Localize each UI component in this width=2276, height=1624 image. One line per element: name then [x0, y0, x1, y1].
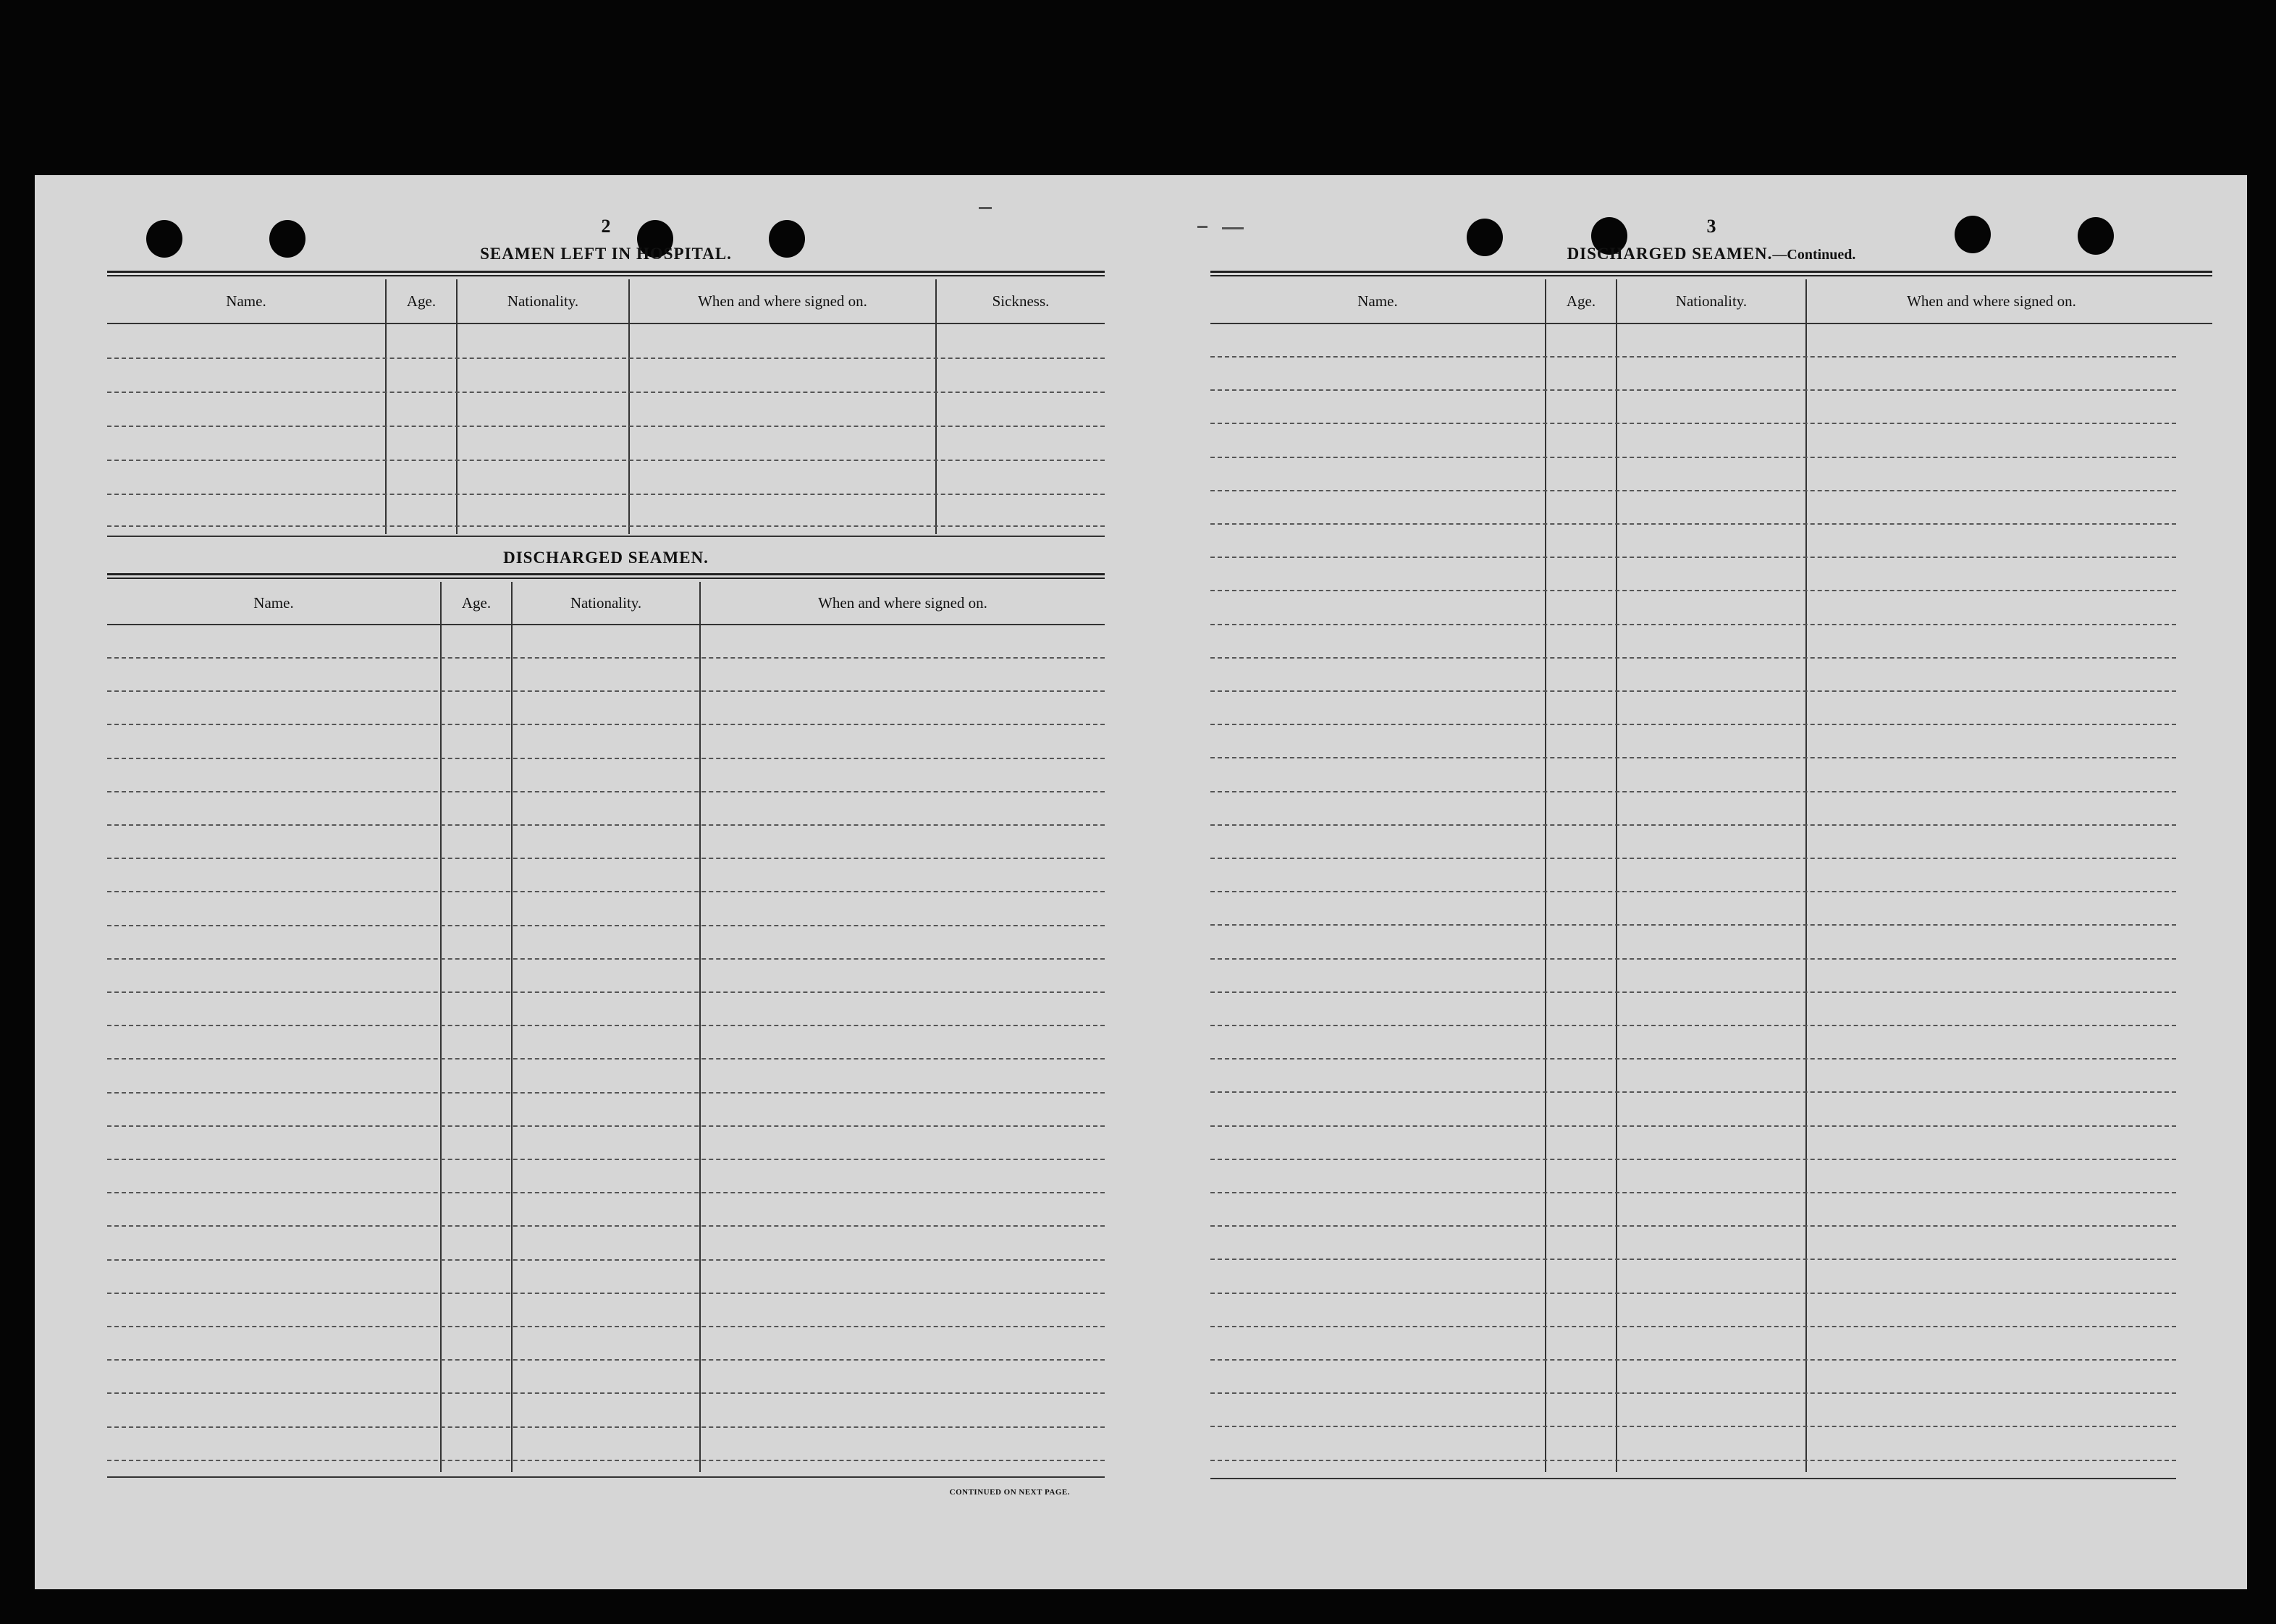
- stray-mark: [979, 207, 992, 209]
- column-header-sickness: Sickness.: [992, 292, 1050, 310]
- entry-line: [1210, 1259, 2176, 1260]
- table-header: [107, 279, 1105, 324]
- hospital-table: [107, 279, 1105, 496]
- column-header-signed-on: When and where signed on.: [818, 593, 987, 612]
- entry-line: [1210, 1225, 2176, 1227]
- double-rule: [1210, 271, 2212, 276]
- entry-line: [107, 925, 1105, 926]
- column-header-nationality: Nationality.: [570, 593, 642, 612]
- entry-line: [1210, 1125, 2176, 1127]
- entry-line: [107, 1192, 1105, 1193]
- column-header-name: Name.: [253, 593, 294, 612]
- entry-line: [1210, 356, 2176, 358]
- entry-line: [1210, 1359, 2176, 1361]
- discharged-section-title: DISCHARGED SEAMEN.: [503, 549, 709, 567]
- entry-line: [107, 824, 1105, 826]
- entry-line: [1210, 490, 2176, 491]
- entry-line: [107, 460, 1105, 461]
- entry-line: [1210, 590, 2176, 591]
- entry-line: [1210, 690, 2176, 692]
- entry-line: [107, 494, 1105, 495]
- entry-line: [1210, 423, 2176, 424]
- double-rule: [107, 573, 1105, 579]
- entry-line: [107, 991, 1105, 993]
- entry-line: [1210, 1192, 2176, 1193]
- table-header: [1210, 279, 2212, 324]
- entry-line: [1210, 557, 2176, 558]
- column-divider: [385, 279, 387, 534]
- entry-line: [1210, 1025, 2176, 1026]
- entry-line: [1210, 757, 2176, 758]
- entry-line: [107, 1225, 1105, 1227]
- section-title: DISCHARGED SEAMEN.: [1567, 245, 1773, 263]
- entry-line: [1210, 1460, 2176, 1461]
- entry-line: [107, 858, 1105, 859]
- table-bottom-rule: [107, 536, 1105, 537]
- entry-line: [107, 958, 1105, 960]
- entry-line: [107, 525, 1105, 527]
- entry-line: [107, 657, 1105, 659]
- column-divider: [628, 279, 630, 534]
- continued-note: CONTINUED ON NEXT PAGE.: [949, 1488, 1070, 1497]
- ledger-sheet: [35, 175, 2247, 1589]
- double-rule: [107, 271, 1105, 276]
- page-number: 3: [1706, 216, 1716, 237]
- entry-line: [1210, 1159, 2176, 1160]
- entry-line: [1210, 1091, 2176, 1093]
- table-bottom-rule: [1210, 1478, 2176, 1479]
- column-divider: [456, 279, 458, 534]
- entry-line: [1210, 1326, 2176, 1327]
- column-header-signed-on: When and where signed on.: [1907, 292, 2076, 310]
- entry-line: [1210, 657, 2176, 659]
- entry-line: [1210, 891, 2176, 892]
- entry-line: [107, 426, 1105, 427]
- discharged-table: [107, 582, 1105, 1479]
- entry-line: [107, 791, 1105, 792]
- entry-line: [107, 1058, 1105, 1060]
- left-page: [107, 211, 1105, 1550]
- column-header-age: Age.: [461, 593, 492, 612]
- table-bottom-rule: [107, 1476, 1105, 1478]
- entry-line: [107, 1392, 1105, 1394]
- column-divider: [699, 582, 701, 1472]
- entry-line: [107, 1159, 1105, 1160]
- column-header-age: Age.: [406, 292, 437, 310]
- page-number: 2: [601, 216, 611, 237]
- right-page: [1210, 211, 2212, 1550]
- column-header-signed-on: When and where signed on.: [698, 292, 867, 310]
- discharged-continued-title: [1210, 245, 2212, 263]
- column-divider: [511, 582, 513, 1472]
- column-divider: [935, 279, 937, 534]
- continued-suffix: —Continued.: [1772, 247, 1856, 263]
- column-divider: [440, 582, 442, 1472]
- entry-line: [107, 1259, 1105, 1261]
- column-header-nationality: Nationality.: [507, 292, 579, 310]
- entry-line: [1210, 1293, 2176, 1294]
- column-header-name: Name.: [1357, 292, 1398, 310]
- entry-line: [1210, 389, 2176, 391]
- entry-line: [107, 690, 1105, 692]
- entry-line: [1210, 924, 2176, 926]
- entry-line: [107, 358, 1105, 359]
- entry-line: [1210, 958, 2176, 960]
- column-header-name: Name.: [226, 292, 266, 310]
- entry-line: [1210, 791, 2176, 792]
- stray-mark: [1197, 226, 1207, 228]
- entry-line: [107, 1326, 1105, 1327]
- entry-line: [1210, 991, 2176, 993]
- entry-line: [107, 724, 1105, 725]
- hospital-section-title: SEAMEN LEFT IN HOSPITAL.: [480, 245, 732, 263]
- entry-line: [1210, 1058, 2176, 1060]
- table-header: [107, 582, 1105, 625]
- entry-line: [107, 1293, 1105, 1294]
- entry-line: [1210, 1392, 2176, 1394]
- entry-line: [107, 758, 1105, 759]
- entry-line: [1210, 824, 2176, 826]
- entry-line: [107, 891, 1105, 892]
- entry-line: [1210, 457, 2176, 458]
- column-header-nationality: Nationality.: [1675, 292, 1748, 310]
- entry-line: [1210, 624, 2176, 625]
- column-header-age: Age.: [1566, 292, 1596, 310]
- entry-line: [1210, 724, 2176, 725]
- entry-line: [1210, 523, 2176, 525]
- entry-line: [107, 1092, 1105, 1094]
- entry-line: [1210, 858, 2176, 859]
- entry-line: [107, 392, 1105, 393]
- discharged-continued-table: [1210, 279, 2212, 1481]
- entry-line: [107, 1426, 1105, 1428]
- entry-line: [107, 1359, 1105, 1361]
- entry-line: [107, 1460, 1105, 1461]
- entry-line: [1210, 1426, 2176, 1427]
- entry-line: [107, 1125, 1105, 1127]
- entry-line: [107, 1025, 1105, 1026]
